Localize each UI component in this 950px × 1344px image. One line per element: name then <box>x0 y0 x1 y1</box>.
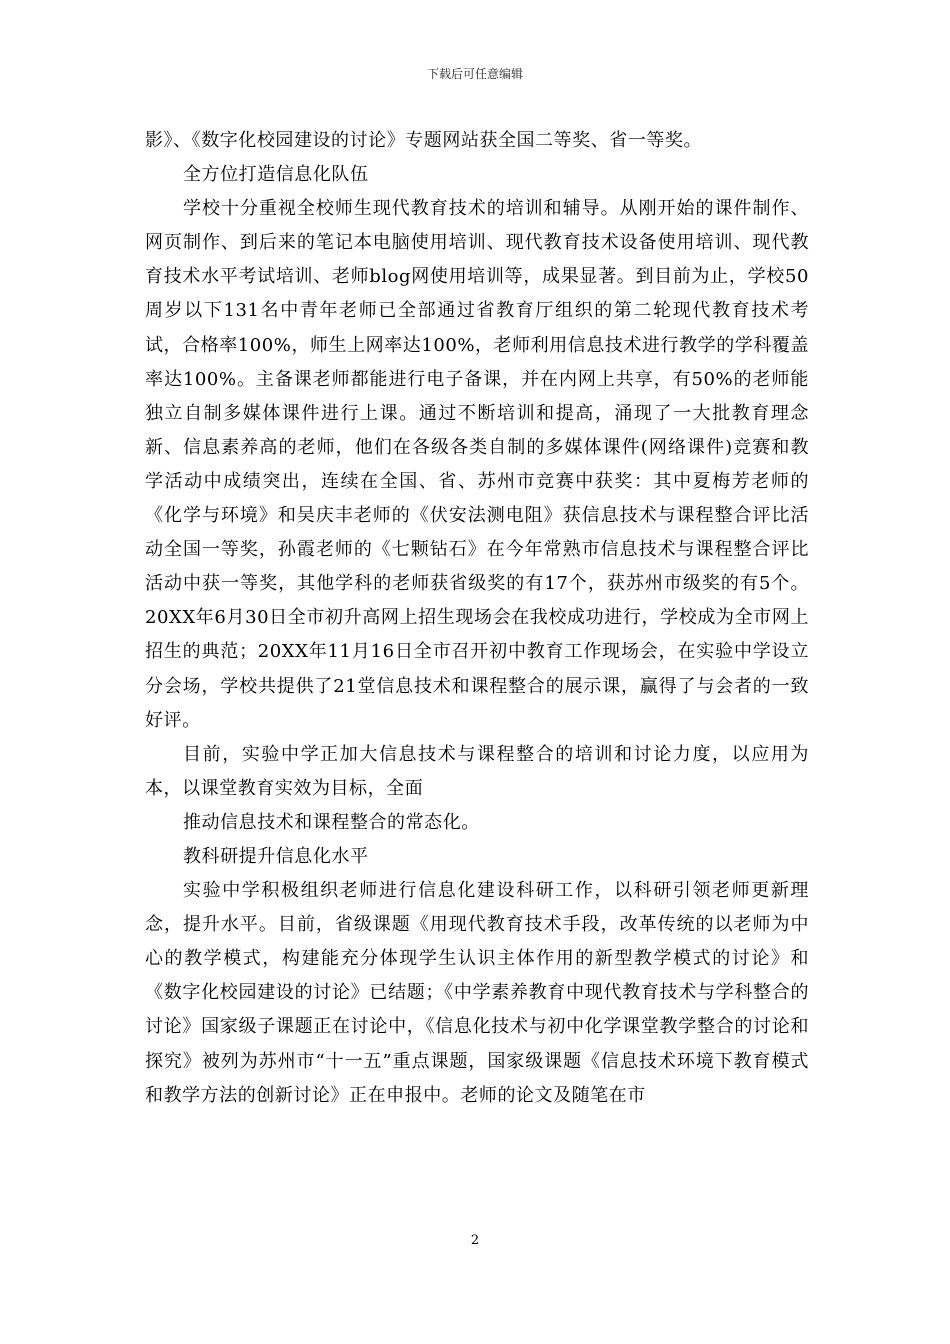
paragraph-5: 推动信息技术和课程整合的常态化。 <box>183 811 480 833</box>
paragraph-heading-team: 全方位打造信息化队伍 <box>183 164 369 186</box>
page-number: 2 <box>470 1233 480 1248</box>
paragraph-1: 影》、《数字化校园建设的讨论》专题网站获全国二等奖、省一等奖。 <box>145 130 703 151</box>
document-body <box>145 124 809 1113</box>
paragraph-4: 目前，实验中学正加大信息技术与课程整合的培训和讨论力度，以应用为本，以课堂教育实效为目标，全面 <box>145 743 809 799</box>
header-note: 下载后可任意编辑 <box>426 67 523 81</box>
paragraph-heading-research: 教科研提升信息化水平 <box>183 845 369 867</box>
paragraph-3: 学校十分重视全校师生现代教育技术的培训和辅导。从刚开始的课件制作、网页制作、到后来的笔记本电脑使用培训、现代教育技术设备使用培训、现代教育技术水平考试培训、老师blog网使用培训等，成果显著。到目前为止，学校50周岁以下131名中青年老师已全部通过省教育厅组织的第二轮现代教育技术考试，合格率100%，师生上网率达100%，老师利用信息技术进行教学的学科覆盖率达100%。主备课老师都能进行电子备课，并在内网上共享，有50%的老师能独立自制多媒体课件进行上课。通过不断培训和提高，涌现了一大批教育理念新、信息素养高的老师，他们在各级各类自制的多媒体课件(网络课件)竞赛和教学活动中成绩突出，连续在全国、省、苏州市竞赛中获奖：其中夏梅芳老师的《化学与环境》和吴庆丰老师的《伏安法测电阻》获信息技术与课程整合评比活动全国一等奖，孙霞老师的《七颗钻石》在今年常熟市信息技术与课程整合评比活动中获一等奖，其他学科的老师获省级奖的有17个，获苏州市级奖的有5个。20XX年6月30日全市初升高网上招生现场会在我校成功进行，学校成为全市网上招生的典范；20XX年11月16日全市召开初中教育工作现场会，在实验中学设立分会场，学校共提供了21堂信息技术和课程整合的展示课，赢得了与会者的一致好评。 <box>145 198 809 731</box>
paragraph-7: 实验中学积极组织老师进行信息化建设科研工作，以科研引领老师更新理念，提升水平。目前，省级课题《用现代教育技术手段，改革传统的以老师为中心的教学模式，构建能充分体现学生认识主体作用的新型教学模式的讨论》和《数字化校园建设的讨论》已结题；《中学素养教育中现代教育技术与学科整合的讨论》国家级子课题正在讨论中，《信息化技术与初中化学课堂教学整合的讨论和探究》被列为苏州市“十一五”重点课题，国家级课题《信息技术环境下教育模式和教学方法的创新讨论》正在申报中。老师的论文及随笔在市 <box>145 880 809 1106</box>
